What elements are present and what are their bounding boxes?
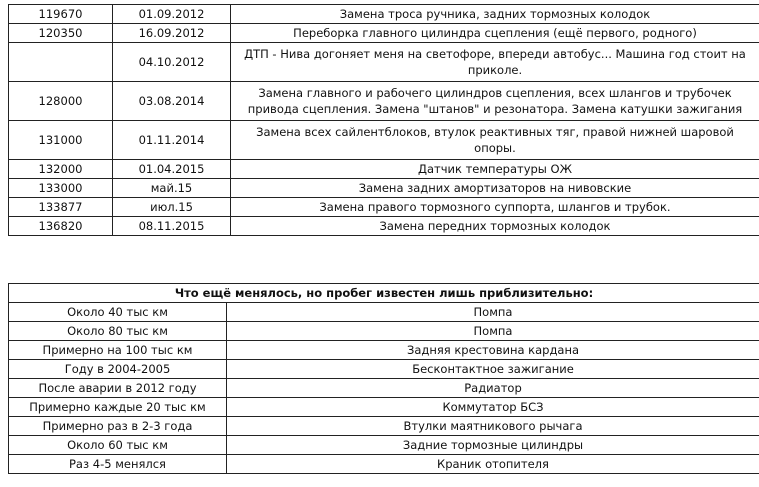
log-date-cell: 16.09.2012	[113, 24, 231, 43]
log-work-cell: Замена передних тормозных колодок	[231, 217, 759, 236]
log-work-cell: Переборка главного цилиндра сцепления (ещё первого, родного)	[231, 24, 759, 43]
log-row	[9, 5, 759, 24]
approx-part-cell: Втулки маятникового рычага	[227, 417, 759, 436]
approx-part-cell: Коммутатор БСЗ	[227, 398, 759, 417]
log-row	[9, 24, 759, 43]
approx-row	[9, 360, 759, 379]
log-date-cell: 08.11.2015	[113, 217, 231, 236]
log-date-cell: июл.15	[113, 198, 231, 217]
approx-part-cell: Задние тормозные цилиндры	[227, 436, 759, 455]
log-row	[9, 198, 759, 217]
approx-title: Что ещё менялось, но пробег известен лишь приблизительно:	[9, 284, 759, 303]
log-mileage-cell: 132000	[9, 160, 113, 179]
approx-when-cell: Около 80 тыс км	[9, 322, 227, 341]
approx-when-cell: Раз 4-5 менялся	[9, 455, 227, 474]
log-date-cell: 04.10.2012	[113, 43, 231, 82]
log-row	[9, 217, 759, 236]
approx-part-cell: Краник отопителя	[227, 455, 759, 474]
approx-when-cell: Около 60 тыс км	[9, 436, 227, 455]
approx-when-cell: Примерно на 100 тыс км	[9, 341, 227, 360]
approx-when-cell: Году в 2004-2005	[9, 360, 227, 379]
log-mileage-cell	[9, 43, 113, 82]
approx-row	[9, 303, 759, 322]
log-work-cell: Замена главного и рабочего цилиндров сцепления, всех шлангов и трубочек привода сцепления. Замена "штанов" и резонатора. Замена катушки зажигания	[231, 82, 759, 121]
log-mileage-cell: 120350	[9, 24, 113, 43]
log-row	[9, 43, 759, 82]
approx-part-cell: Радиатор	[227, 379, 759, 398]
log-row	[9, 160, 759, 179]
log-work-cell: Датчик температуры ОЖ	[231, 160, 759, 179]
log-mileage-cell: 119670	[9, 5, 113, 24]
maintenance-log-table	[8, 4, 759, 236]
approx-row	[9, 455, 759, 474]
approx-part-cell: Помпа	[227, 322, 759, 341]
approx-title-row	[9, 284, 759, 303]
log-row	[9, 121, 759, 160]
log-date-cell: май.15	[113, 179, 231, 198]
maintenance-log-body	[9, 5, 759, 236]
log-row	[9, 179, 759, 198]
approx-row	[9, 379, 759, 398]
log-mileage-cell: 133000	[9, 179, 113, 198]
log-date-cell: 01.11.2014	[113, 121, 231, 160]
approx-row	[9, 322, 759, 341]
log-work-cell: Замена правого тормозного суппорта, шлангов и трубок.	[231, 198, 759, 217]
approx-when-cell: Примерно раз в 2-3 года	[9, 417, 227, 436]
approx-when-cell: После аварии в 2012 году	[9, 379, 227, 398]
log-date-cell: 01.09.2012	[113, 5, 231, 24]
log-work-cell: ДТП - Нива догоняет меня на светофоре, впереди автобус... Машина год стоит на приколе.	[231, 43, 759, 82]
log-mileage-cell: 131000	[9, 121, 113, 160]
log-mileage-cell: 136820	[9, 217, 113, 236]
approx-row	[9, 398, 759, 417]
approx-part-cell: Задняя крестовина кардана	[227, 341, 759, 360]
approx-when-cell: Около 40 тыс км	[9, 303, 227, 322]
log-work-cell: Замена троса ручника, задних тормозных колодок	[231, 5, 759, 24]
approx-part-cell: Помпа	[227, 303, 759, 322]
approx-row	[9, 417, 759, 436]
log-row	[9, 82, 759, 121]
log-work-cell: Замена всех сайлентблоков, втулок реактивных тяг, правой нижней шаровой опоры.	[231, 121, 759, 160]
log-date-cell: 03.08.2014	[113, 82, 231, 121]
log-date-cell: 01.04.2015	[113, 160, 231, 179]
approx-part-cell: Бесконтактное зажигание	[227, 360, 759, 379]
log-mileage-cell: 128000	[9, 82, 113, 121]
approx-mileage-body	[9, 284, 759, 474]
approx-row	[9, 341, 759, 360]
approx-mileage-table	[8, 283, 759, 474]
approx-row	[9, 436, 759, 455]
log-mileage-cell: 133877	[9, 198, 113, 217]
approx-when-cell: Примерно каждые 20 тыс км	[9, 398, 227, 417]
log-work-cell: Замена задних амортизаторов на нивовские	[231, 179, 759, 198]
